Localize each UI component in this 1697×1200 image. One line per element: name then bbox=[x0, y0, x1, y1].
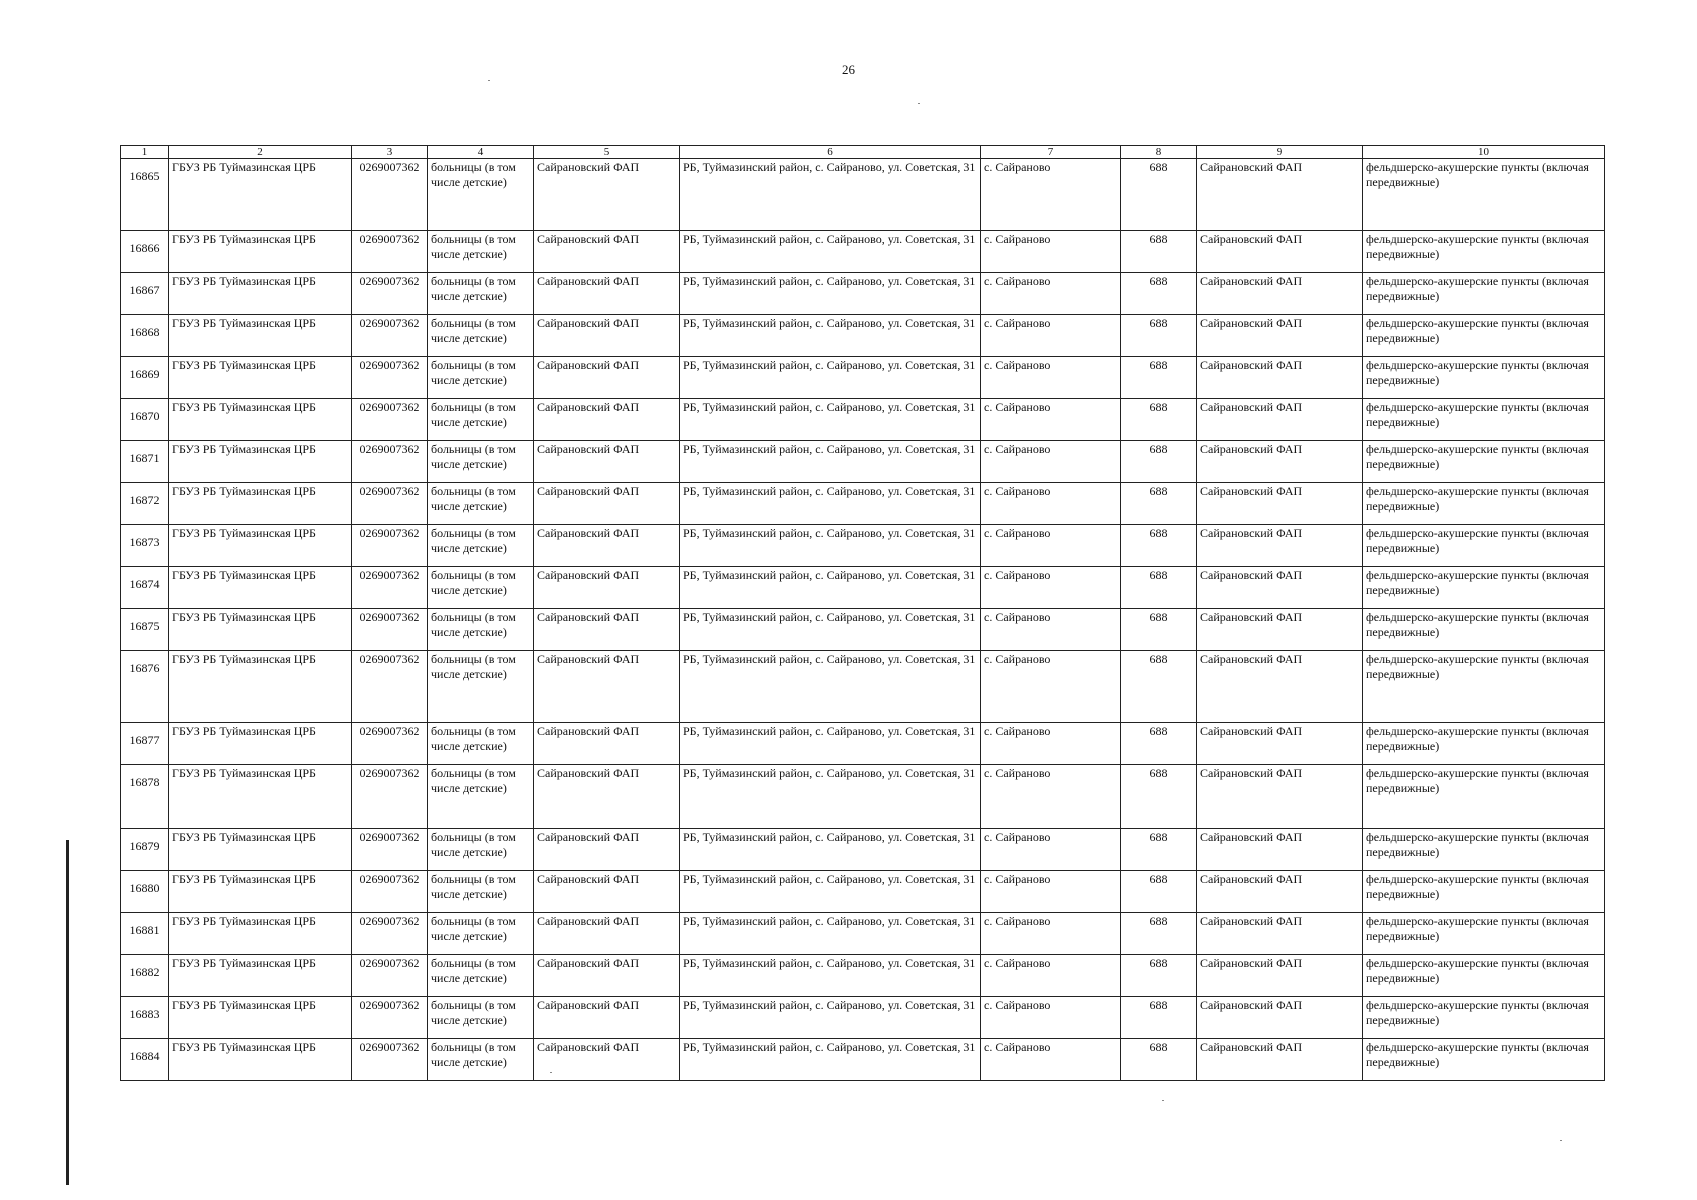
address-cell: РБ, Туймазинский район, с. Сайраново, ул. Советская, 31 bbox=[680, 651, 981, 723]
table-row bbox=[121, 525, 1605, 567]
institution-type-cell: больницы (в том числе детские) bbox=[428, 829, 534, 871]
organization-cell: ГБУЗ РБ Туймазинская ЦРБ bbox=[169, 913, 352, 955]
address-cell: РБ, Туймазинский район, с. Сайраново, ул. Советская, 31 bbox=[680, 871, 981, 913]
code-cell: 688 bbox=[1121, 483, 1197, 525]
column-number-row bbox=[121, 146, 1605, 159]
institution-type-cell: больницы (в том числе детские) bbox=[428, 357, 534, 399]
table-row bbox=[121, 273, 1605, 315]
address-cell: РБ, Туймазинский район, с. Сайраново, ул. Советская, 31 bbox=[680, 315, 981, 357]
table-row bbox=[121, 357, 1605, 399]
facility-name-cell: Сайрановский ФАП bbox=[534, 997, 680, 1039]
code-cell: 688 bbox=[1121, 231, 1197, 273]
organization-cell: ГБУЗ РБ Туймазинская ЦРБ bbox=[169, 273, 352, 315]
scan-speck bbox=[488, 80, 490, 81]
organization-cell: ГБУЗ РБ Туймазинская ЦРБ bbox=[169, 567, 352, 609]
unit-name-cell: Сайрановский ФАП bbox=[1197, 231, 1363, 273]
facility-name-cell: Сайрановский ФАП bbox=[534, 357, 680, 399]
registry-table bbox=[120, 145, 1605, 1081]
facility-kind-cell: фельдшерско-акушерские пункты (включая передвижные) bbox=[1363, 525, 1605, 567]
facility-name-cell: Сайрановский ФАП bbox=[534, 1039, 680, 1081]
facility-name-cell: Сайрановский ФАП bbox=[534, 955, 680, 997]
inn-cell: 0269007362 bbox=[352, 441, 428, 483]
facility-kind-cell: фельдшерско-акушерские пункты (включая передвижные) bbox=[1363, 871, 1605, 913]
unit-name-cell: Сайрановский ФАП bbox=[1197, 723, 1363, 765]
unit-name-cell: Сайрановский ФАП bbox=[1197, 871, 1363, 913]
locality-cell: с. Сайраново bbox=[981, 231, 1121, 273]
institution-type-cell: больницы (в том числе детские) bbox=[428, 441, 534, 483]
locality-cell: с. Сайраново bbox=[981, 483, 1121, 525]
table-row bbox=[121, 997, 1605, 1039]
institution-type-cell: больницы (в том числе детские) bbox=[428, 1039, 534, 1081]
row-number-cell: 16881 bbox=[121, 913, 169, 955]
inn-cell: 0269007362 bbox=[352, 1039, 428, 1081]
code-cell: 688 bbox=[1121, 997, 1197, 1039]
inn-cell: 0269007362 bbox=[352, 231, 428, 273]
unit-name-cell: Сайрановский ФАП bbox=[1197, 273, 1363, 315]
facility-name-cell: Сайрановский ФАП bbox=[534, 273, 680, 315]
row-number-cell: 16882 bbox=[121, 955, 169, 997]
row-number-cell: 16868 bbox=[121, 315, 169, 357]
address-cell: РБ, Туймазинский район, с. Сайраново, ул. Советская, 31 bbox=[680, 567, 981, 609]
code-cell: 688 bbox=[1121, 567, 1197, 609]
address-cell: РБ, Туймазинский район, с. Сайраново, ул. Советская, 31 bbox=[680, 441, 981, 483]
locality-cell: с. Сайраново bbox=[981, 609, 1121, 651]
row-number-cell: 16865 bbox=[121, 159, 169, 231]
facility-name-cell: Сайрановский ФАП bbox=[534, 567, 680, 609]
column-header: 6 bbox=[680, 146, 981, 159]
institution-type-cell: больницы (в том числе детские) bbox=[428, 955, 534, 997]
facility-name-cell: Сайрановский ФАП bbox=[534, 315, 680, 357]
facility-kind-cell: фельдшерско-акушерские пункты (включая передвижные) bbox=[1363, 997, 1605, 1039]
facility-name-cell: Сайрановский ФАП bbox=[534, 159, 680, 231]
row-number-cell: 16866 bbox=[121, 231, 169, 273]
row-number-cell: 16867 bbox=[121, 273, 169, 315]
table-row bbox=[121, 231, 1605, 273]
code-cell: 688 bbox=[1121, 357, 1197, 399]
locality-cell: с. Сайраново bbox=[981, 159, 1121, 231]
facility-kind-cell: фельдшерско-акушерские пункты (включая передвижные) bbox=[1363, 357, 1605, 399]
inn-cell: 0269007362 bbox=[352, 871, 428, 913]
table-row bbox=[121, 765, 1605, 829]
unit-name-cell: Сайрановский ФАП bbox=[1197, 829, 1363, 871]
organization-cell: ГБУЗ РБ Туймазинская ЦРБ bbox=[169, 1039, 352, 1081]
row-number-cell: 16878 bbox=[121, 765, 169, 829]
organization-cell: ГБУЗ РБ Туймазинская ЦРБ bbox=[169, 525, 352, 567]
row-number-cell: 16884 bbox=[121, 1039, 169, 1081]
table-row bbox=[121, 315, 1605, 357]
table-row bbox=[121, 399, 1605, 441]
row-number-cell: 16883 bbox=[121, 997, 169, 1039]
inn-cell: 0269007362 bbox=[352, 829, 428, 871]
address-cell: РБ, Туймазинский район, с. Сайраново, ул. Советская, 31 bbox=[680, 231, 981, 273]
column-header: 9 bbox=[1197, 146, 1363, 159]
table-row bbox=[121, 483, 1605, 525]
facility-name-cell: Сайрановский ФАП bbox=[534, 651, 680, 723]
code-cell: 688 bbox=[1121, 273, 1197, 315]
address-cell: РБ, Туймазинский район, с. Сайраново, ул. Советская, 31 bbox=[680, 997, 981, 1039]
unit-name-cell: Сайрановский ФАП bbox=[1197, 483, 1363, 525]
unit-name-cell: Сайрановский ФАП bbox=[1197, 955, 1363, 997]
row-number-cell: 16872 bbox=[121, 483, 169, 525]
row-number-cell: 16869 bbox=[121, 357, 169, 399]
institution-type-cell: больницы (в том числе детские) bbox=[428, 567, 534, 609]
code-cell: 688 bbox=[1121, 315, 1197, 357]
institution-type-cell: больницы (в том числе детские) bbox=[428, 231, 534, 273]
address-cell: РБ, Туймазинский район, с. Сайраново, ул. Советская, 31 bbox=[680, 357, 981, 399]
binding-margin-mark bbox=[66, 840, 69, 1185]
scan-speck bbox=[1560, 1140, 1562, 1141]
inn-cell: 0269007362 bbox=[352, 159, 428, 231]
code-cell: 688 bbox=[1121, 913, 1197, 955]
unit-name-cell: Сайрановский ФАП bbox=[1197, 567, 1363, 609]
code-cell: 688 bbox=[1121, 955, 1197, 997]
inn-cell: 0269007362 bbox=[352, 913, 428, 955]
organization-cell: ГБУЗ РБ Туймазинская ЦРБ bbox=[169, 765, 352, 829]
scan-speck bbox=[1162, 1100, 1164, 1101]
inn-cell: 0269007362 bbox=[352, 997, 428, 1039]
code-cell: 688 bbox=[1121, 159, 1197, 231]
institution-type-cell: больницы (в том числе детские) bbox=[428, 871, 534, 913]
code-cell: 688 bbox=[1121, 609, 1197, 651]
organization-cell: ГБУЗ РБ Туймазинская ЦРБ bbox=[169, 231, 352, 273]
address-cell: РБ, Туймазинский район, с. Сайраново, ул. Советская, 31 bbox=[680, 723, 981, 765]
locality-cell: с. Сайраново bbox=[981, 765, 1121, 829]
facility-kind-cell: фельдшерско-акушерские пункты (включая передвижные) bbox=[1363, 829, 1605, 871]
facility-name-cell: Сайрановский ФАП bbox=[534, 525, 680, 567]
column-header: 8 bbox=[1121, 146, 1197, 159]
row-number-cell: 16879 bbox=[121, 829, 169, 871]
facility-kind-cell: фельдшерско-акушерские пункты (включая передвижные) bbox=[1363, 273, 1605, 315]
locality-cell: с. Сайраново bbox=[981, 723, 1121, 765]
unit-name-cell: Сайрановский ФАП bbox=[1197, 315, 1363, 357]
column-header: 5 bbox=[534, 146, 680, 159]
code-cell: 688 bbox=[1121, 1039, 1197, 1081]
code-cell: 688 bbox=[1121, 829, 1197, 871]
organization-cell: ГБУЗ РБ Туймазинская ЦРБ bbox=[169, 441, 352, 483]
facility-kind-cell: фельдшерско-акушерские пункты (включая передвижные) bbox=[1363, 315, 1605, 357]
row-number-cell: 16877 bbox=[121, 723, 169, 765]
facility-name-cell: Сайрановский ФАП bbox=[534, 723, 680, 765]
row-number-cell: 16880 bbox=[121, 871, 169, 913]
scan-speck bbox=[918, 103, 920, 104]
organization-cell: ГБУЗ РБ Туймазинская ЦРБ bbox=[169, 955, 352, 997]
organization-cell: ГБУЗ РБ Туймазинская ЦРБ bbox=[169, 997, 352, 1039]
facility-name-cell: Сайрановский ФАП bbox=[534, 871, 680, 913]
institution-type-cell: больницы (в том числе детские) bbox=[428, 525, 534, 567]
inn-cell: 0269007362 bbox=[352, 955, 428, 997]
facility-kind-cell: фельдшерско-акушерские пункты (включая передвижные) bbox=[1363, 483, 1605, 525]
address-cell: РБ, Туймазинский район, с. Сайраново, ул. Советская, 31 bbox=[680, 1039, 981, 1081]
unit-name-cell: Сайрановский ФАП bbox=[1197, 609, 1363, 651]
unit-name-cell: Сайрановский ФАП bbox=[1197, 159, 1363, 231]
facility-kind-cell: фельдшерско-акушерские пункты (включая передвижные) bbox=[1363, 651, 1605, 723]
inn-cell: 0269007362 bbox=[352, 399, 428, 441]
table-body bbox=[121, 159, 1605, 1081]
unit-name-cell: Сайрановский ФАП bbox=[1197, 441, 1363, 483]
organization-cell: ГБУЗ РБ Туймазинская ЦРБ bbox=[169, 399, 352, 441]
facility-kind-cell: фельдшерско-акушерские пункты (включая передвижные) bbox=[1363, 955, 1605, 997]
institution-type-cell: больницы (в том числе детские) bbox=[428, 765, 534, 829]
inn-cell: 0269007362 bbox=[352, 765, 428, 829]
facility-name-cell: Сайрановский ФАП bbox=[534, 609, 680, 651]
code-cell: 688 bbox=[1121, 723, 1197, 765]
column-header: 4 bbox=[428, 146, 534, 159]
facility-name-cell: Сайрановский ФАП bbox=[534, 441, 680, 483]
inn-cell: 0269007362 bbox=[352, 315, 428, 357]
row-number-cell: 16870 bbox=[121, 399, 169, 441]
address-cell: РБ, Туймазинский район, с. Сайраново, ул. Советская, 31 bbox=[680, 765, 981, 829]
inn-cell: 0269007362 bbox=[352, 483, 428, 525]
organization-cell: ГБУЗ РБ Туймазинская ЦРБ bbox=[169, 609, 352, 651]
unit-name-cell: Сайрановский ФАП bbox=[1197, 525, 1363, 567]
row-number-cell: 16876 bbox=[121, 651, 169, 723]
institution-type-cell: больницы (в том числе детские) bbox=[428, 651, 534, 723]
row-number-cell: 16871 bbox=[121, 441, 169, 483]
locality-cell: с. Сайраново bbox=[981, 441, 1121, 483]
locality-cell: с. Сайраново bbox=[981, 651, 1121, 723]
organization-cell: ГБУЗ РБ Туймазинская ЦРБ bbox=[169, 723, 352, 765]
row-number-cell: 16873 bbox=[121, 525, 169, 567]
table-row bbox=[121, 609, 1605, 651]
address-cell: РБ, Туймазинский район, с. Сайраново, ул. Советская, 31 bbox=[680, 483, 981, 525]
organization-cell: ГБУЗ РБ Туймазинская ЦРБ bbox=[169, 483, 352, 525]
inn-cell: 0269007362 bbox=[352, 651, 428, 723]
column-header: 1 bbox=[121, 146, 169, 159]
code-cell: 688 bbox=[1121, 651, 1197, 723]
table-row bbox=[121, 955, 1605, 997]
inn-cell: 0269007362 bbox=[352, 357, 428, 399]
facility-name-cell: Сайрановский ФАП bbox=[534, 483, 680, 525]
locality-cell: с. Сайраново bbox=[981, 315, 1121, 357]
unit-name-cell: Сайрановский ФАП bbox=[1197, 651, 1363, 723]
locality-cell: с. Сайраново bbox=[981, 525, 1121, 567]
column-header: 2 bbox=[169, 146, 352, 159]
code-cell: 688 bbox=[1121, 399, 1197, 441]
institution-type-cell: больницы (в том числе детские) bbox=[428, 997, 534, 1039]
unit-name-cell: Сайрановский ФАП bbox=[1197, 1039, 1363, 1081]
table-row bbox=[121, 567, 1605, 609]
table-row bbox=[121, 913, 1605, 955]
address-cell: РБ, Туймазинский район, с. Сайраново, ул. Советская, 31 bbox=[680, 955, 981, 997]
unit-name-cell: Сайрановский ФАП bbox=[1197, 765, 1363, 829]
facility-name-cell: Сайрановский ФАП bbox=[534, 231, 680, 273]
unit-name-cell: Сайрановский ФАП bbox=[1197, 399, 1363, 441]
facility-name-cell: Сайрановский ФАП bbox=[534, 765, 680, 829]
locality-cell: с. Сайраново bbox=[981, 1039, 1121, 1081]
code-cell: 688 bbox=[1121, 441, 1197, 483]
row-number-cell: 16874 bbox=[121, 567, 169, 609]
organization-cell: ГБУЗ РБ Туймазинская ЦРБ bbox=[169, 871, 352, 913]
institution-type-cell: больницы (в том числе детские) bbox=[428, 723, 534, 765]
table-row bbox=[121, 441, 1605, 483]
table-row bbox=[121, 1039, 1605, 1081]
locality-cell: с. Сайраново bbox=[981, 567, 1121, 609]
unit-name-cell: Сайрановский ФАП bbox=[1197, 913, 1363, 955]
column-header: 7 bbox=[981, 146, 1121, 159]
address-cell: РБ, Туймазинский район, с. Сайраново, ул. Советская, 31 bbox=[680, 273, 981, 315]
locality-cell: с. Сайраново bbox=[981, 955, 1121, 997]
institution-type-cell: больницы (в том числе детские) bbox=[428, 609, 534, 651]
organization-cell: ГБУЗ РБ Туймазинская ЦРБ bbox=[169, 315, 352, 357]
address-cell: РБ, Туймазинский район, с. Сайраново, ул. Советская, 31 bbox=[680, 525, 981, 567]
column-header: 3 bbox=[352, 146, 428, 159]
inn-cell: 0269007362 bbox=[352, 567, 428, 609]
address-cell: РБ, Туймазинский район, с. Сайраново, ул. Советская, 31 bbox=[680, 159, 981, 231]
facility-kind-cell: фельдшерско-акушерские пункты (включая передвижные) bbox=[1363, 765, 1605, 829]
facility-kind-cell: фельдшерско-акушерские пункты (включая передвижные) bbox=[1363, 913, 1605, 955]
locality-cell: с. Сайраново bbox=[981, 399, 1121, 441]
locality-cell: с. Сайраново bbox=[981, 913, 1121, 955]
unit-name-cell: Сайрановский ФАП bbox=[1197, 357, 1363, 399]
facility-kind-cell: фельдшерско-акушерские пункты (включая передвижные) bbox=[1363, 159, 1605, 231]
inn-cell: 0269007362 bbox=[352, 273, 428, 315]
institution-type-cell: больницы (в том числе детские) bbox=[428, 483, 534, 525]
address-cell: РБ, Туймазинский район, с. Сайраново, ул. Советская, 31 bbox=[680, 399, 981, 441]
facility-name-cell: Сайрановский ФАП bbox=[534, 913, 680, 955]
facility-kind-cell: фельдшерско-акушерские пункты (включая передвижные) bbox=[1363, 441, 1605, 483]
table-row bbox=[121, 871, 1605, 913]
code-cell: 688 bbox=[1121, 765, 1197, 829]
facility-kind-cell: фельдшерско-акушерские пункты (включая передвижные) bbox=[1363, 567, 1605, 609]
locality-cell: с. Сайраново bbox=[981, 273, 1121, 315]
address-cell: РБ, Туймазинский район, с. Сайраново, ул. Советская, 31 bbox=[680, 913, 981, 955]
address-cell: РБ, Туймазинский район, с. Сайраново, ул. Советская, 31 bbox=[680, 829, 981, 871]
address-cell: РБ, Туймазинский район, с. Сайраново, ул. Советская, 31 bbox=[680, 609, 981, 651]
locality-cell: с. Сайраново bbox=[981, 357, 1121, 399]
row-number-cell: 16875 bbox=[121, 609, 169, 651]
institution-type-cell: больницы (в том числе детские) bbox=[428, 913, 534, 955]
table-row bbox=[121, 723, 1605, 765]
column-header: 10 bbox=[1363, 146, 1605, 159]
unit-name-cell: Сайрановский ФАП bbox=[1197, 997, 1363, 1039]
facility-kind-cell: фельдшерско-акушерские пункты (включая передвижные) bbox=[1363, 723, 1605, 765]
inn-cell: 0269007362 bbox=[352, 609, 428, 651]
organization-cell: ГБУЗ РБ Туймазинская ЦРБ bbox=[169, 829, 352, 871]
organization-cell: ГБУЗ РБ Туймазинская ЦРБ bbox=[169, 651, 352, 723]
locality-cell: с. Сайраново bbox=[981, 871, 1121, 913]
facility-kind-cell: фельдшерско-акушерские пункты (включая передвижные) bbox=[1363, 609, 1605, 651]
inn-cell: 0269007362 bbox=[352, 723, 428, 765]
table-row bbox=[121, 829, 1605, 871]
facility-name-cell: Сайрановский ФАП bbox=[534, 399, 680, 441]
facility-kind-cell: фельдшерско-акушерские пункты (включая передвижные) bbox=[1363, 399, 1605, 441]
inn-cell: 0269007362 bbox=[352, 525, 428, 567]
facility-kind-cell: фельдшерско-акушерские пункты (включая передвижные) bbox=[1363, 231, 1605, 273]
institution-type-cell: больницы (в том числе детские) bbox=[428, 273, 534, 315]
facility-name-cell: Сайрановский ФАП bbox=[534, 829, 680, 871]
table-row bbox=[121, 651, 1605, 723]
facility-kind-cell: фельдшерско-акушерские пункты (включая передвижные) bbox=[1363, 1039, 1605, 1081]
code-cell: 688 bbox=[1121, 525, 1197, 567]
locality-cell: с. Сайраново bbox=[981, 997, 1121, 1039]
institution-type-cell: больницы (в том числе детские) bbox=[428, 399, 534, 441]
institution-type-cell: больницы (в том числе детские) bbox=[428, 315, 534, 357]
organization-cell: ГБУЗ РБ Туймазинская ЦРБ bbox=[169, 357, 352, 399]
table-row bbox=[121, 159, 1605, 231]
locality-cell: с. Сайраново bbox=[981, 829, 1121, 871]
organization-cell: ГБУЗ РБ Туймазинская ЦРБ bbox=[169, 159, 352, 231]
code-cell: 688 bbox=[1121, 871, 1197, 913]
page-number: 26 bbox=[842, 62, 855, 77]
institution-type-cell: больницы (в том числе детские) bbox=[428, 159, 534, 231]
